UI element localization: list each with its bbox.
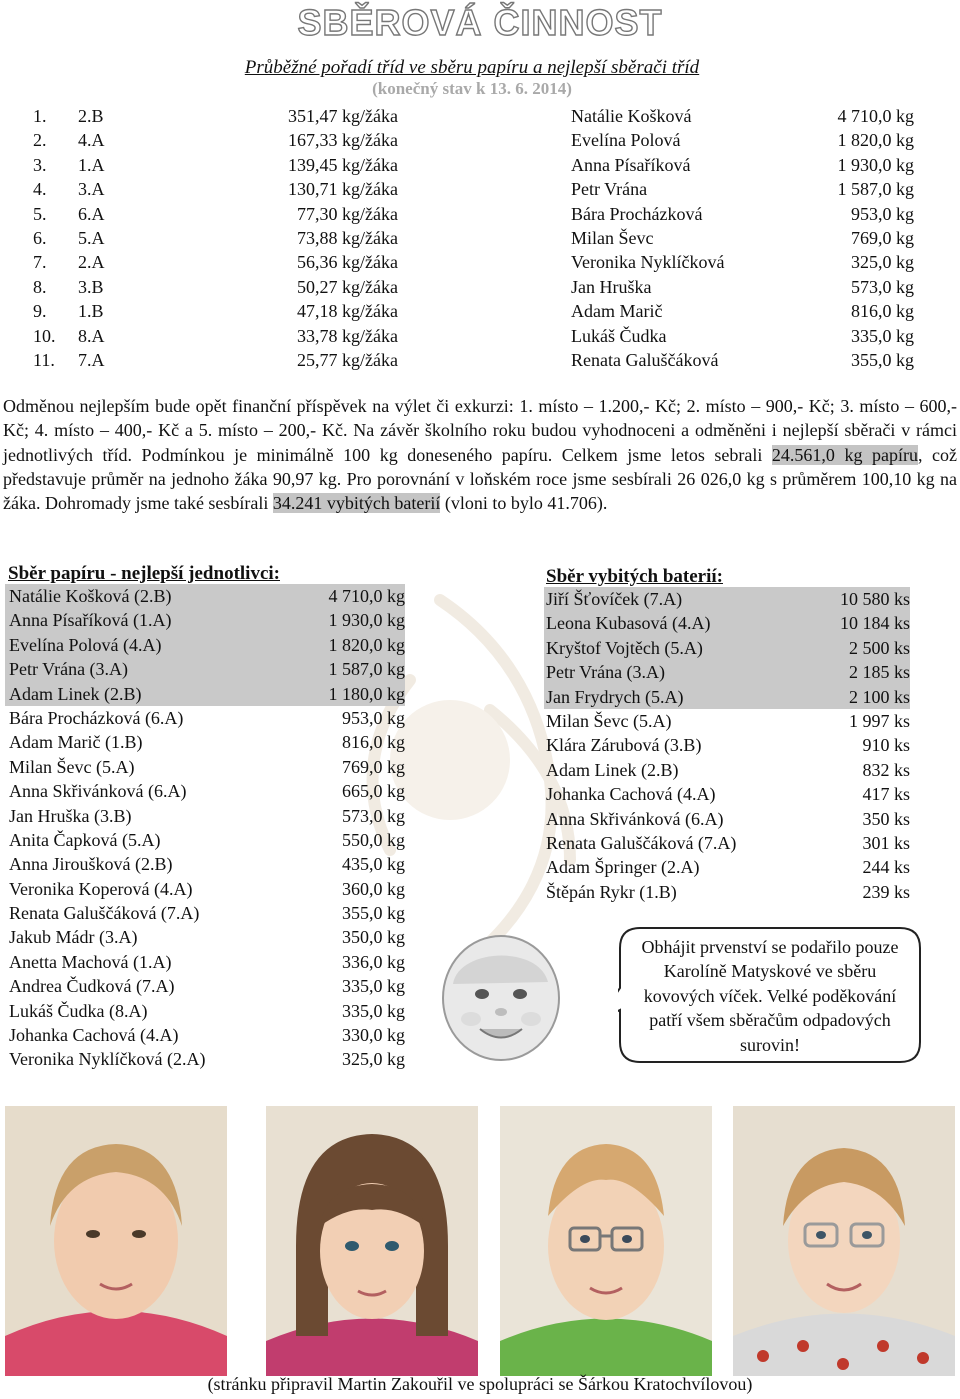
class-name: 7.A bbox=[78, 349, 105, 370]
class-name: 2.A bbox=[78, 252, 105, 273]
best-collector-name: Anna Písaříková bbox=[571, 154, 691, 175]
list-item bbox=[544, 807, 910, 831]
collector-value: 1 930,0 kg bbox=[328, 610, 405, 631]
collector-name: Renata Galuščáková (7.A) bbox=[546, 832, 737, 853]
collector-name: Adam Linek (2.B) bbox=[9, 683, 142, 704]
collector-name: Jakub Mádr (3.A) bbox=[9, 927, 138, 948]
highlight-paper-total: 24.561,0 kg papíru bbox=[771, 444, 918, 465]
collector-name: Renata Galuščáková (7.A) bbox=[9, 903, 200, 924]
list-item bbox=[5, 950, 405, 974]
collector-name: Petr Vrána (3.A) bbox=[546, 662, 666, 683]
list-item bbox=[5, 804, 405, 828]
collector-name: Jan Frydrych (5.A) bbox=[546, 686, 684, 707]
class-average: 50,27 kg/žáka bbox=[297, 276, 398, 297]
collector-name: Anna Písaříková (1.A) bbox=[9, 610, 172, 631]
collector-value: 816,0 kg bbox=[342, 732, 405, 753]
best-collector-name: Natálie Košková bbox=[571, 106, 692, 126]
collector-name: Petr Vrána (3.A) bbox=[9, 659, 129, 680]
best-collector-name: Bára Procházková bbox=[571, 203, 703, 224]
collector-name: Leona Kubasová (4.A) bbox=[546, 613, 711, 634]
collector-value: 1 587,0 kg bbox=[328, 659, 405, 680]
collector-name: Jan Hruška (3.B) bbox=[9, 805, 132, 826]
class-name: 1.A bbox=[78, 154, 105, 175]
class-name: 2.B bbox=[78, 106, 104, 126]
collector-value: 244 ks bbox=[862, 857, 910, 878]
baby-face-image bbox=[438, 934, 564, 1064]
list-item bbox=[544, 587, 910, 611]
best-collector-name: Lukáš Čudka bbox=[571, 325, 667, 346]
collector-name: Kryštof Vojtěch (5.A) bbox=[546, 637, 703, 658]
class-average: 167,33 kg/žáka bbox=[288, 130, 398, 151]
collector-value: 832 ks bbox=[862, 759, 910, 780]
list-item bbox=[544, 660, 910, 684]
ranking-row bbox=[0, 324, 960, 348]
collector-value: 1 820,0 kg bbox=[328, 634, 405, 655]
collector-name: Štěpán Rykr (1.B) bbox=[546, 881, 677, 902]
list-item bbox=[5, 999, 405, 1023]
collector-name: Lukáš Čudka (8.A) bbox=[9, 1000, 148, 1021]
collector-value: 335,0 kg bbox=[342, 976, 405, 997]
collector-value: 1 997 ks bbox=[848, 710, 910, 731]
collector-value: 2 500 ks bbox=[848, 637, 910, 658]
info-text-1: Odměnou nejlepším bude opět finanční příspěvek na výlet či exkurzi: 1. místo – 1.200,- Kč; 2. místo – 900,- Kč; 3. místo – 600,- Kč; 4. místo – 400,- Kč a 5. místo – 200,- Kč. Na závěr školního roku budou vyhodnoceni a odměněni i nejlepší sběrači v rámci jednotlivých tříd. Podmínkou je minimálně 100 kg doneseného papíru. Celkem jsme letos sebrali bbox=[3, 396, 957, 465]
class-average: 33,78 kg/žáka bbox=[297, 325, 398, 346]
rank-number: 3. bbox=[33, 154, 47, 175]
best-collector-name: Milan Ševc bbox=[571, 227, 654, 248]
collector-name: Klára Zárubová (3.B) bbox=[546, 735, 702, 756]
ranking-row bbox=[0, 202, 960, 226]
collector-name: Bára Procházková (6.A) bbox=[9, 707, 184, 728]
list-item bbox=[5, 828, 405, 852]
page-title: SBĚROVÁ ČINNOST bbox=[297, 2, 663, 43]
collector-name: Jiří Šťovíček (7.A) bbox=[546, 589, 683, 609]
ranking-row bbox=[0, 128, 960, 152]
collector-name: Anita Čapková (5.A) bbox=[9, 829, 161, 850]
ranking-row bbox=[0, 299, 960, 323]
bubble-text: Obhájit prvenství se podařilo pouze Karolíně Matyskové ve sběru kovových víček. Velké poděkování patří všem sběračům odpadových surovin! bbox=[641, 937, 899, 1055]
child-photo-3 bbox=[500, 1106, 712, 1376]
collector-name: Veronika Koperová (4.A) bbox=[9, 878, 193, 899]
info-paragraph bbox=[3, 394, 957, 515]
list-item bbox=[544, 782, 910, 806]
best-collector-kg: 1 930,0 kg bbox=[837, 154, 914, 175]
list-item bbox=[544, 685, 910, 709]
best-collector-kg: 769,0 kg bbox=[851, 227, 914, 248]
ranking-row bbox=[0, 104, 960, 128]
class-name: 1.B bbox=[78, 301, 104, 322]
list-item bbox=[5, 608, 405, 632]
list-item bbox=[5, 1023, 405, 1047]
list-item bbox=[544, 880, 910, 904]
collector-value: 350,0 kg bbox=[342, 927, 405, 948]
class-average: 73,88 kg/žáka bbox=[297, 227, 398, 248]
collector-value: 350 ks bbox=[862, 808, 910, 829]
collector-name: Evelína Polová (4.A) bbox=[9, 634, 162, 655]
class-name: 8.A bbox=[78, 325, 105, 346]
class-ranking-table bbox=[0, 104, 960, 372]
best-collector-name: Adam Marič bbox=[571, 301, 663, 322]
collector-value: 10 184 ks bbox=[839, 613, 910, 634]
class-name: 5.A bbox=[78, 227, 105, 248]
collector-value: 325,0 kg bbox=[342, 1049, 405, 1070]
list-item bbox=[5, 779, 405, 803]
collector-value: 335,0 kg bbox=[342, 1000, 405, 1021]
collector-value: 953,0 kg bbox=[342, 707, 405, 728]
rank-number: 4. bbox=[33, 179, 47, 200]
collector-value: 301 ks bbox=[862, 832, 910, 853]
paper-list bbox=[5, 584, 405, 1072]
info-text-2: , což představuje průměr na jednoho žáka 90,97 kg. Pro porovnání v loňském roce jsme sesbírali 26 026,0 kg s průměrem 100,10 kg na žáka. Dohromady jsme také sesbírali bbox=[3, 444, 958, 514]
class-average: 25,77 kg/žáka bbox=[297, 349, 398, 370]
collector-value: 769,0 kg bbox=[342, 756, 405, 777]
best-collector-kg: 325,0 kg bbox=[851, 252, 914, 273]
collector-name: Johanka Cachová (4.A) bbox=[9, 1025, 179, 1046]
collector-value: 239 ks bbox=[862, 881, 910, 902]
list-item bbox=[544, 855, 910, 879]
best-collector-kg: 573,0 kg bbox=[851, 276, 914, 297]
paper-section-title: Sběr papíru - nejlepší jednotlivci: bbox=[8, 563, 280, 584]
class-average: 130,71 kg/žáka bbox=[288, 179, 398, 200]
best-collector-name: Renata Galuščáková bbox=[571, 349, 719, 370]
rank-number: 7. bbox=[33, 252, 47, 273]
ranking-row bbox=[0, 226, 960, 250]
collector-value: 665,0 kg bbox=[342, 781, 405, 802]
list-item bbox=[5, 657, 405, 681]
best-collector-kg: 1 587,0 kg bbox=[837, 179, 914, 200]
ranking-row bbox=[0, 177, 960, 201]
class-average: 77,30 kg/žáka bbox=[297, 203, 398, 224]
class-average: 351,47 kg/žáka bbox=[288, 106, 398, 126]
collector-value: 355,0 kg bbox=[342, 903, 405, 924]
list-item bbox=[5, 925, 405, 949]
best-collector-kg: 953,0 kg bbox=[851, 203, 914, 224]
collector-name: Milan Ševc (5.A) bbox=[546, 710, 672, 731]
list-item bbox=[5, 682, 405, 706]
collector-value: 360,0 kg bbox=[342, 878, 405, 899]
list-item bbox=[544, 733, 910, 757]
collector-name: Anna Jiroušková (2.B) bbox=[9, 854, 173, 875]
best-collector-name: Petr Vrána bbox=[571, 179, 648, 200]
list-item bbox=[5, 584, 405, 608]
info-text-3: (vloni to bylo 41.706). bbox=[440, 493, 608, 514]
best-collector-name: Veronika Nyklíčková bbox=[571, 252, 725, 273]
rank-number: 11. bbox=[33, 349, 55, 370]
collector-name: Veronika Nyklíčková (2.A) bbox=[9, 1049, 206, 1070]
list-item bbox=[544, 611, 910, 635]
collector-value: 330,0 kg bbox=[342, 1025, 405, 1046]
collector-name: Milan Ševc (5.A) bbox=[9, 756, 135, 777]
collector-value: 2 185 ks bbox=[848, 662, 910, 683]
list-item bbox=[544, 831, 910, 855]
collector-value: 417 ks bbox=[862, 784, 910, 805]
status-line: (konečný stav k 13. 6. 2014) bbox=[372, 79, 572, 98]
class-name: 3.A bbox=[78, 179, 105, 200]
class-average: 139,45 kg/žáka bbox=[288, 154, 398, 175]
child-photo-4 bbox=[733, 1106, 955, 1376]
best-collector-kg: 816,0 kg bbox=[851, 301, 914, 322]
rank-number: 5. bbox=[33, 203, 47, 224]
battery-list bbox=[544, 587, 910, 904]
rank-number: 8. bbox=[33, 276, 47, 297]
collector-name: Anna Skřivánková (6.A) bbox=[9, 781, 187, 802]
collector-name: Andrea Čudková (7.A) bbox=[9, 976, 175, 997]
class-average: 47,18 kg/žáka bbox=[297, 301, 398, 322]
best-collector-kg: 1 820,0 kg bbox=[837, 130, 914, 151]
list-item bbox=[5, 974, 405, 998]
list-item bbox=[5, 755, 405, 779]
collector-value: 4 710,0 kg bbox=[328, 586, 405, 606]
collector-value: 550,0 kg bbox=[342, 829, 405, 850]
collector-value: 573,0 kg bbox=[342, 805, 405, 826]
list-item bbox=[544, 758, 910, 782]
rank-number: 2. bbox=[33, 130, 47, 151]
collector-name: Adam Marič (1.B) bbox=[9, 732, 143, 753]
collector-name: Johanka Cachová (4.A) bbox=[546, 784, 716, 805]
collector-name: Anna Skřivánková (6.A) bbox=[546, 808, 724, 829]
ranking-row bbox=[0, 250, 960, 274]
collector-name: Adam Linek (2.B) bbox=[546, 759, 679, 780]
best-collector-kg: 355,0 kg bbox=[851, 349, 914, 370]
page-subtitle: Průběžné pořadí tříd ve sběru papíru a nejlepší sběrači tříd bbox=[244, 57, 700, 78]
ranking-row bbox=[0, 348, 960, 372]
collector-name: Adam Špringer (2.A) bbox=[546, 857, 700, 878]
list-item bbox=[5, 1047, 405, 1071]
ranking-row bbox=[0, 153, 960, 177]
rank-number: 10. bbox=[33, 325, 56, 346]
collector-value: 2 100 ks bbox=[848, 686, 910, 707]
collector-value: 910 ks bbox=[862, 735, 910, 756]
collector-name: Anetta Machová (1.A) bbox=[9, 951, 172, 972]
list-item bbox=[5, 633, 405, 657]
best-collector-name: Jan Hruška bbox=[571, 276, 652, 297]
highlight-battery-total: 34.241 vybitých baterií bbox=[272, 493, 441, 514]
collector-value: 10 580 ks bbox=[839, 589, 910, 609]
rank-number: 9. bbox=[33, 301, 47, 322]
list-item bbox=[5, 901, 405, 925]
rank-number: 6. bbox=[33, 227, 47, 248]
list-item bbox=[5, 730, 405, 754]
best-collector-name: Evelína Polová bbox=[571, 130, 681, 151]
collector-value: 435,0 kg bbox=[342, 854, 405, 875]
best-collector-kg: 4 710,0 kg bbox=[837, 106, 914, 126]
list-item bbox=[5, 852, 405, 876]
class-name: 3.B bbox=[78, 276, 104, 297]
list-item bbox=[5, 877, 405, 901]
rank-number: 1. bbox=[33, 106, 47, 126]
list-item bbox=[544, 636, 910, 660]
collector-value: 1 180,0 kg bbox=[328, 683, 405, 704]
list-item bbox=[544, 709, 910, 733]
list-item bbox=[5, 706, 405, 730]
collector-name: Natálie Košková (2.B) bbox=[9, 586, 172, 606]
collector-value: 336,0 kg bbox=[342, 951, 405, 972]
class-average: 56,36 kg/žáka bbox=[297, 252, 398, 273]
battery-section-title: Sběr vybitých baterií: bbox=[546, 566, 723, 587]
page-footer: (stránku připravil Martin Zakouřil ve spolupráci se Šárkou Kratochvílovou) bbox=[207, 1374, 753, 1394]
child-photo-2 bbox=[266, 1106, 478, 1376]
class-name: 4.A bbox=[78, 130, 105, 151]
best-collector-kg: 335,0 kg bbox=[851, 325, 914, 346]
class-name: 6.A bbox=[78, 203, 105, 224]
ranking-row bbox=[0, 275, 960, 299]
child-photo-1 bbox=[5, 1106, 227, 1376]
